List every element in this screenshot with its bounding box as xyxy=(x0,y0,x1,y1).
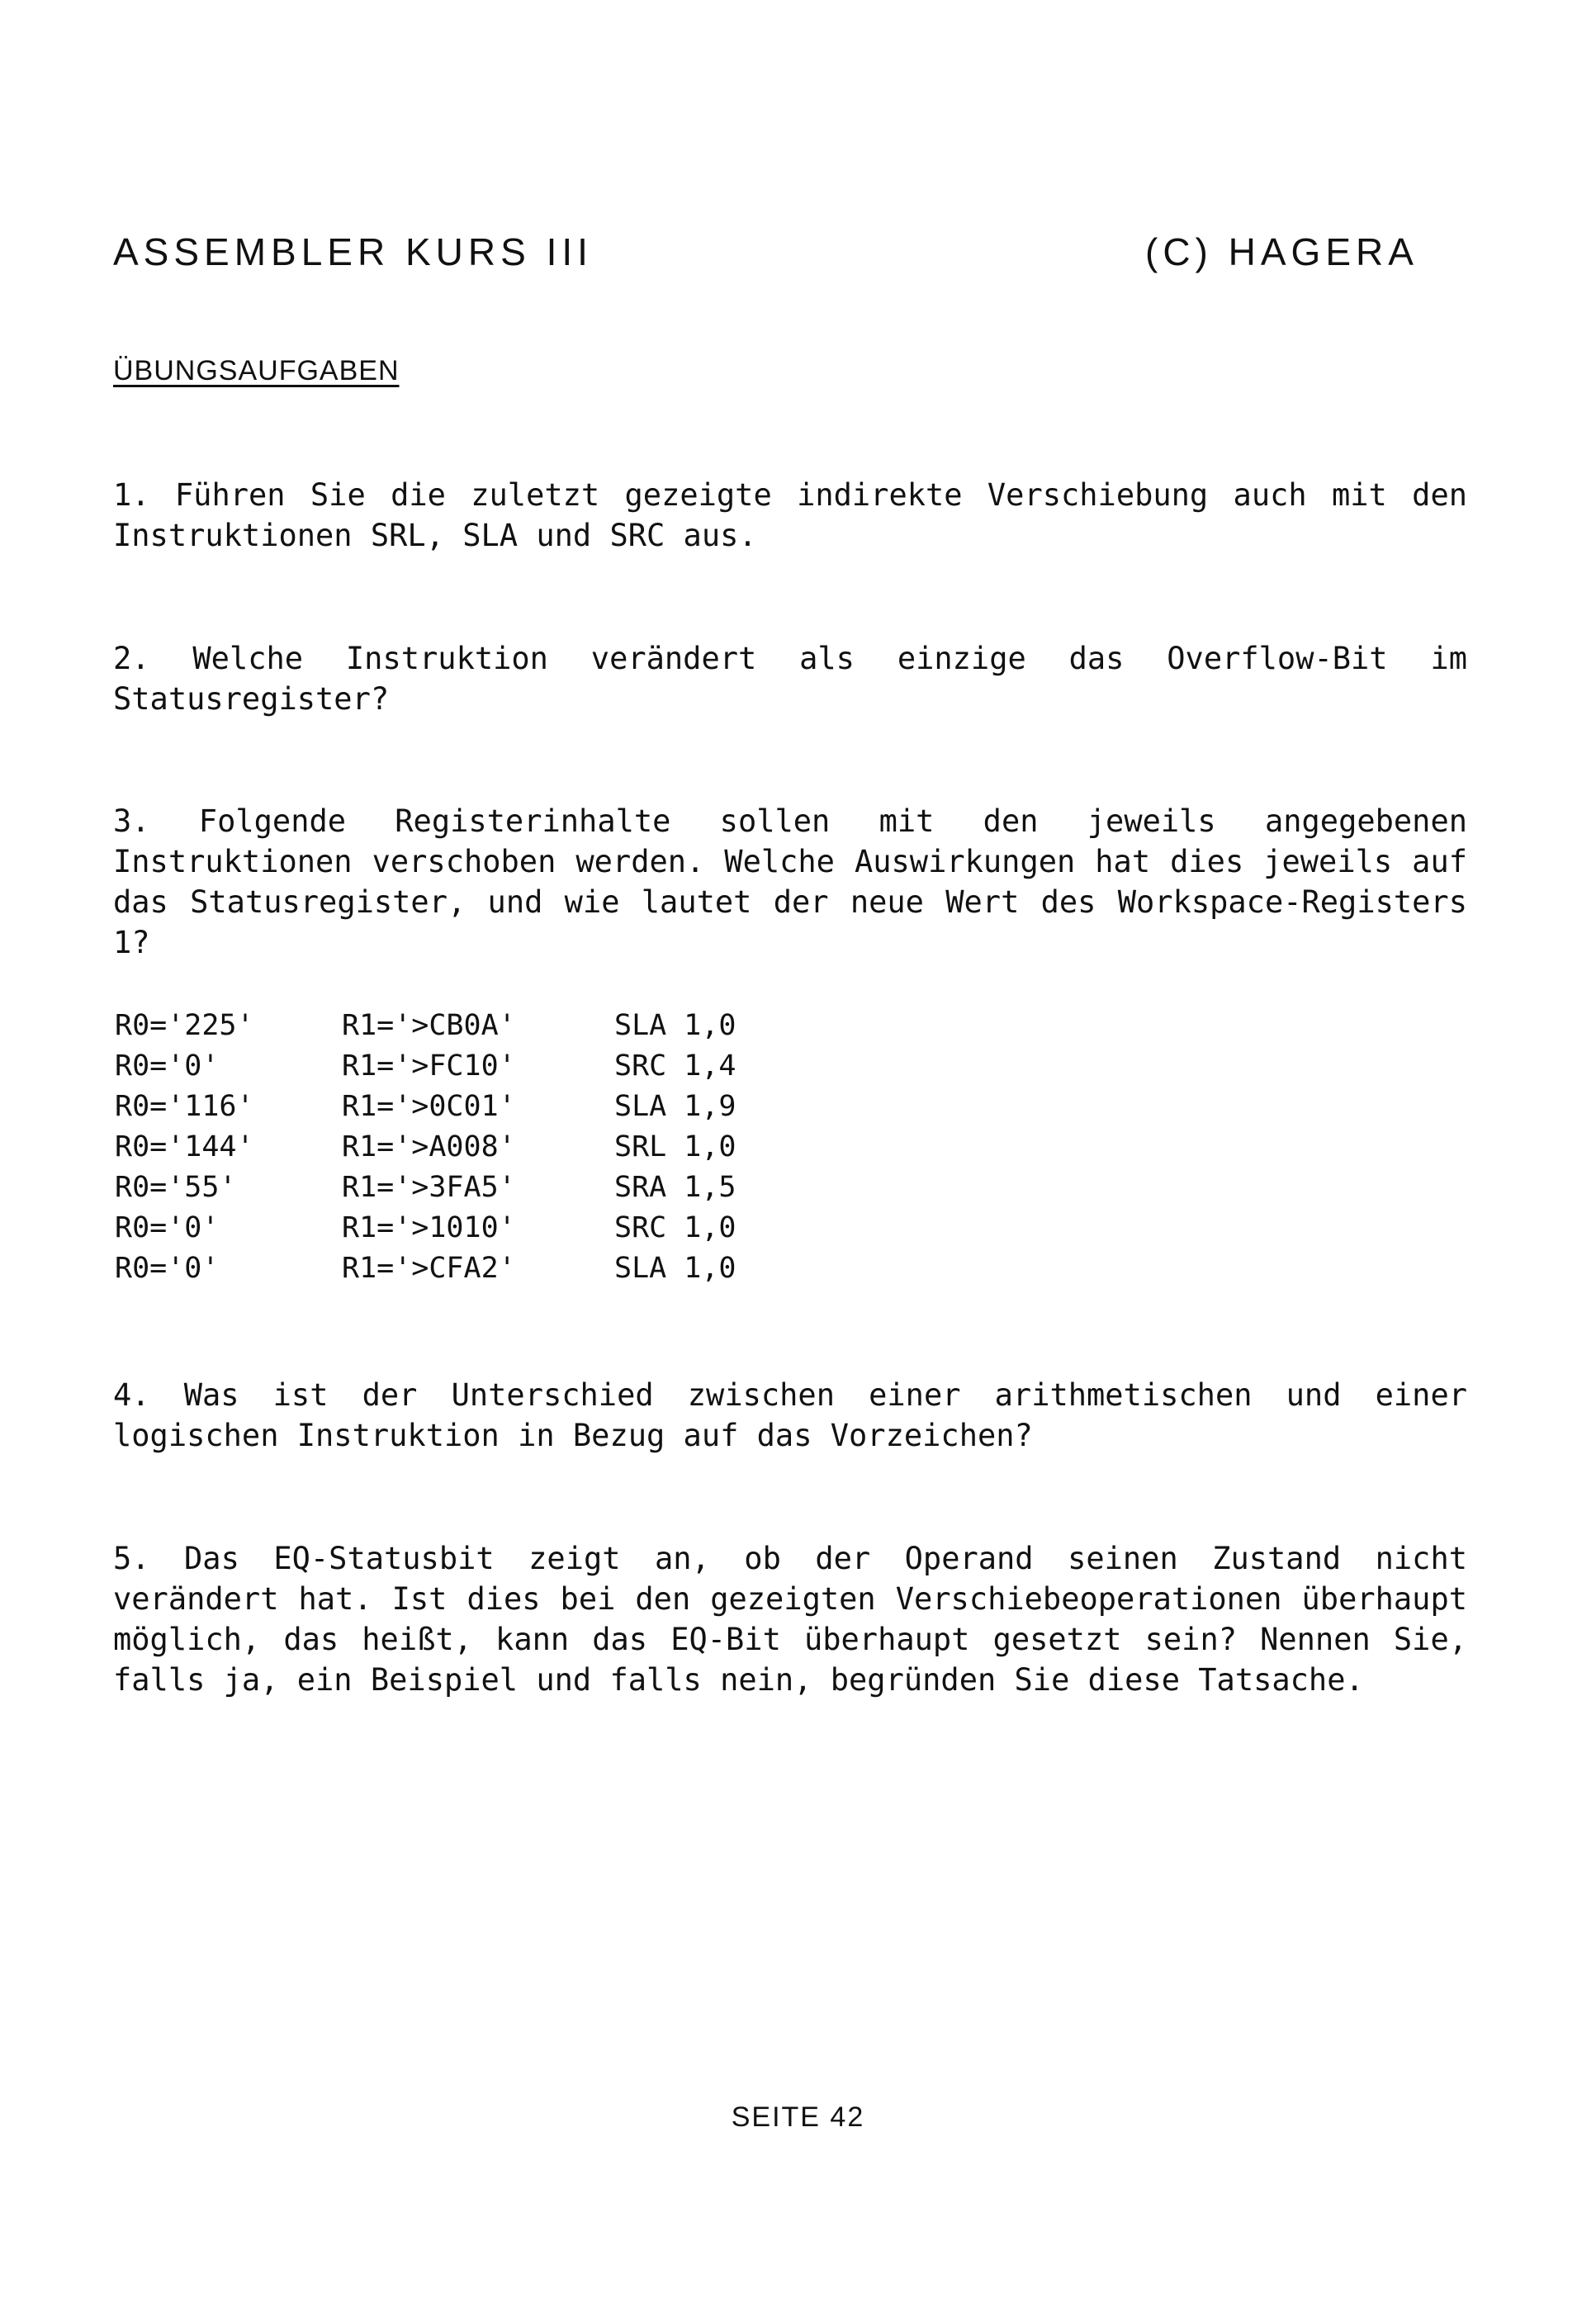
r1-cell: R1='>0C01' xyxy=(342,1089,516,1123)
section-title: ÜBUNGSAUFGABEN xyxy=(113,355,400,386)
table-row xyxy=(115,1086,736,1126)
table-row xyxy=(115,1126,736,1167)
instruction-cell: SLA 1,0 xyxy=(614,1008,736,1042)
instruction-cell: SRA 1,5 xyxy=(614,1170,736,1204)
instruction-cell: SRC 1,0 xyxy=(614,1210,736,1244)
r1-cell: R1='>3FA5' xyxy=(342,1170,516,1204)
r0-cell: R0='0' xyxy=(115,1049,220,1083)
r1-cell: R1='>FC10' xyxy=(342,1049,516,1083)
r0-cell: R0='225' xyxy=(115,1008,254,1042)
question-5: 5. Das EQ-Statusbit zeigt an, ob der Operand seinen Zustand nicht verändert hat. Ist dies bei den gezeigten Verschiebeoperationen überhaupt möglich, das heißt, kann das EQ-Bit überhaupt gesetzt sein? Nennen Sie, falls ja, ein Beispiel und falls nein, begründen Sie diese Tatsache. xyxy=(113,1541,1467,1698)
instruction-cell: SLA 1,9 xyxy=(614,1089,736,1123)
table-row xyxy=(115,1207,736,1248)
table-row xyxy=(115,1005,736,1045)
r0-cell: R0='0' xyxy=(115,1210,220,1244)
r0-cell: R0='144' xyxy=(115,1130,254,1163)
r1-cell: R1='>1010' xyxy=(342,1210,516,1244)
question-1: 1. Führen Sie die zuletzt gezeigte indirekte Verschiebung auch mit den Instruktionen SRL, SLA und SRC aus. xyxy=(113,477,1467,553)
register-table xyxy=(115,1005,736,1288)
course-title: ASSEMBLER KURS III xyxy=(113,230,593,273)
r0-cell: R0='55' xyxy=(115,1170,237,1204)
r1-cell: R1='>A008' xyxy=(342,1130,516,1163)
r1-cell: R1='>CFA2' xyxy=(342,1251,516,1285)
r0-cell: R0='0' xyxy=(115,1251,220,1285)
r1-cell: R1='>CB0A' xyxy=(342,1008,516,1042)
question-3: 3. Folgende Registerinhalte sollen mit den jeweils angegebenen Instruktionen verschoben werden. Welche Auswirkungen hat dies jeweils auf das Statusregister, und wie lautet der neue Wert des Workspace-Registers 1? xyxy=(113,803,1467,960)
instruction-cell: SRL 1,0 xyxy=(614,1130,736,1163)
instruction-cell: SLA 1,0 xyxy=(614,1251,736,1285)
page-header xyxy=(113,230,1418,279)
page-number: SEITE 42 xyxy=(731,2101,865,2133)
instruction-cell: SRC 1,4 xyxy=(614,1049,736,1083)
copyright-notice: (C) HAGERA xyxy=(1145,230,1418,273)
question-4: 4. Was ist der Unterschied zwischen einer arithmetischen und einer logischen Instruktion in Bezug auf das Vorzeichen? xyxy=(113,1377,1467,1453)
table-row xyxy=(115,1167,736,1207)
table-row xyxy=(115,1045,736,1086)
question-2: 2. Welche Instruktion verändert als einzige das Overflow-Bit im Statusregister? xyxy=(113,641,1467,717)
table-row xyxy=(115,1248,736,1288)
r0-cell: R0='116' xyxy=(115,1089,254,1123)
